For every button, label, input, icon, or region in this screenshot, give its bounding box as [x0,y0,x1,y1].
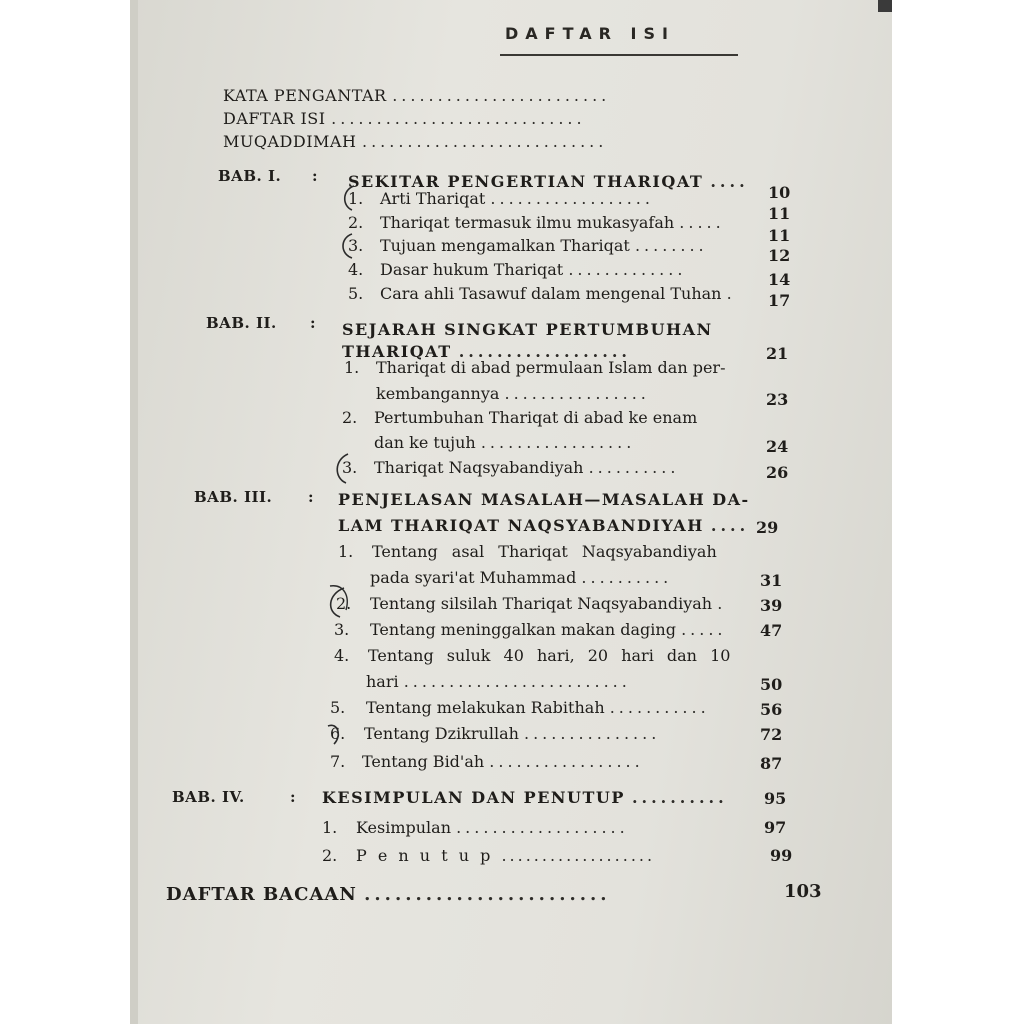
toc-front-muqaddimah [223,132,607,152]
item-number: 4. [348,260,364,279]
page-number: 56 [760,700,783,719]
toc-item: Cara ahli Tasawuf dalam mengenal Tuhan . [380,284,736,303]
toc-item-line2: kembangannya ................ [376,384,650,403]
page-number: 12 [768,246,791,265]
toc-item-line1: Tentang suluk 40 hari, 20 hari dan 10 [368,646,731,665]
page-number: 21 [766,344,789,363]
leader-dots: .......... [631,788,728,807]
leader-dots: ......................... [403,672,631,691]
toc-item-line1: Pertumbuhan Thariqat di abad ke enam [374,408,698,427]
entry-label: DAFTAR ISI [223,109,326,128]
page-number: 11 [768,204,791,223]
chapter-label: BAB. IV. [172,788,245,806]
toc-front-daftar-isi [223,109,586,129]
leader-dots: ........... [609,698,710,717]
chapter-title-line1: SEJARAH SINGKAT PERTUMBUHAN [342,320,713,339]
chapter-title: KESIMPULAN DAN PENUTUP .......... [322,788,728,807]
chapter-separator: : [310,314,317,332]
chapter-separator: : [308,488,315,506]
page-number: 23 [766,390,789,409]
item-number: 4. [334,646,350,665]
toc-item: Tujuan mengamalkan Thariqat ........ [380,236,708,255]
toc-item: Tentang melakukan Rabithah ........... [366,698,710,717]
page-number: 87 [760,754,783,773]
leader-dots: ..... [681,620,727,639]
toc-item-line2: hari ......................... [366,672,631,691]
page-number: 14 [768,270,791,289]
item-number: 2. [322,846,338,865]
toc-item: Dasar hukum Thariqat ............. [380,260,687,279]
leader-dots: ........................... [362,132,608,151]
page-number: 99 [770,846,793,865]
leader-dots: ................. [489,752,644,771]
leader-dots: ................... [501,846,656,865]
toc-item: Tentang Bid'ah ................. [362,752,644,771]
leader-dots: ................ [504,384,650,403]
toc-daftar-bacaan: DAFTAR BACAAN ........................ [166,884,611,905]
item-number: 3. [348,236,364,255]
leader-dots: ............... [524,724,661,743]
page-number: 103 [784,881,822,902]
item-number: 3. [342,458,358,477]
entry-label: MUQADDIMAH [223,132,357,151]
chapter-title: SEKITAR PENGERTIAN THARIQAT .... [348,172,749,191]
page-number: 72 [760,725,783,744]
item-number: 5. [348,284,364,303]
leader-dots: ................. [480,433,636,452]
chapter-label: BAB. II. [206,314,277,332]
page-number: 17 [768,291,791,310]
chapter-label: BAB. III. [194,488,273,506]
toc-item: Tentang silsilah Thariqat Naqsyabandiyah . [370,594,727,613]
entry-label: KATA PENGANTAR [223,86,387,105]
leader-dots: .................. [490,189,654,208]
leader-dots: ........................ [392,86,611,105]
leader-dots: ........................ [364,884,611,905]
toc-item-line1: Thariqat di abad permulaan Islam dan per- [376,358,726,377]
leader-dots: .................. [458,342,631,361]
chapter-separator: : [290,788,297,806]
chapter-separator: : [312,167,319,185]
leader-dots: ........ [634,236,708,255]
leader-dots: . [717,594,727,613]
page-title: DAFTAR ISI [505,24,675,43]
title-underline [500,54,738,56]
item-number: 1. [322,818,338,837]
pen-marks [130,0,892,1024]
page-edge [130,0,138,1024]
page-number: 39 [760,596,783,615]
page-number: 11 [768,226,791,245]
leader-dots: . [726,284,736,303]
page-number: 47 [760,621,783,640]
toc-item: Tentang Dzikrullah ............... [364,724,661,743]
leader-dots: .......... [588,458,680,477]
book-page [130,0,892,1024]
page-corner [878,0,892,12]
chapter-title-line2: LAM THARIQAT NAQSYABANDIYAH .... [338,516,750,535]
chapter-label: BAB. I. [218,167,282,185]
chapter-title-line2: THARIQAT .................. [342,342,631,361]
item-number: 1. [344,358,360,377]
leader-dots: ............................ [331,109,586,128]
toc-item: P e n u t u p ................... [356,846,656,865]
page-number: 97 [764,818,787,837]
page-number: 26 [766,463,789,482]
page-number: 24 [766,437,789,456]
toc-item: Arti Thariqat .................. [380,189,654,208]
toc-item-line2: pada syari'at Muhammad .......... [370,568,673,587]
item-number: 2. [336,594,352,613]
item-number: 1. [338,542,354,561]
chapter-title-line1: PENJELASAN MASALAH—MASALAH DA- [338,490,750,509]
toc-item: Thariqat Naqsyabandiyah .......... [374,458,680,477]
item-number: 5. [330,698,346,717]
item-number: 6. [330,724,346,743]
item-number: 7. [330,752,346,771]
leader-dots: ................... [456,818,629,837]
item-number: 2. [348,213,364,232]
item-number: 3. [334,620,350,639]
leader-dots: ............. [568,260,687,279]
page-number: 29 [756,518,779,537]
leader-dots: ..... [679,213,725,232]
toc-item: Kesimpulan ................... [356,818,629,837]
page-number: 10 [768,183,791,202]
toc-item: Thariqat termasuk ilmu mukasyafah ..... [380,213,725,232]
toc-item-line2: dan ke tujuh ................. [374,433,636,452]
toc-item: Tentang meninggalkan makan daging ..... [370,620,727,639]
item-number: 1. [348,189,364,208]
page-number: 50 [760,675,783,694]
toc-item-line1: Tentang asal Thariqat Naqsyabandiyah [372,542,717,561]
leader-dots: .... [710,516,750,535]
toc-front-kata-pengantar [223,86,610,106]
page-number: 95 [764,789,787,808]
item-number: 2. [342,408,358,427]
leader-dots: .... [710,172,749,191]
page-number: 31 [760,571,783,590]
leader-dots: .......... [581,568,673,587]
